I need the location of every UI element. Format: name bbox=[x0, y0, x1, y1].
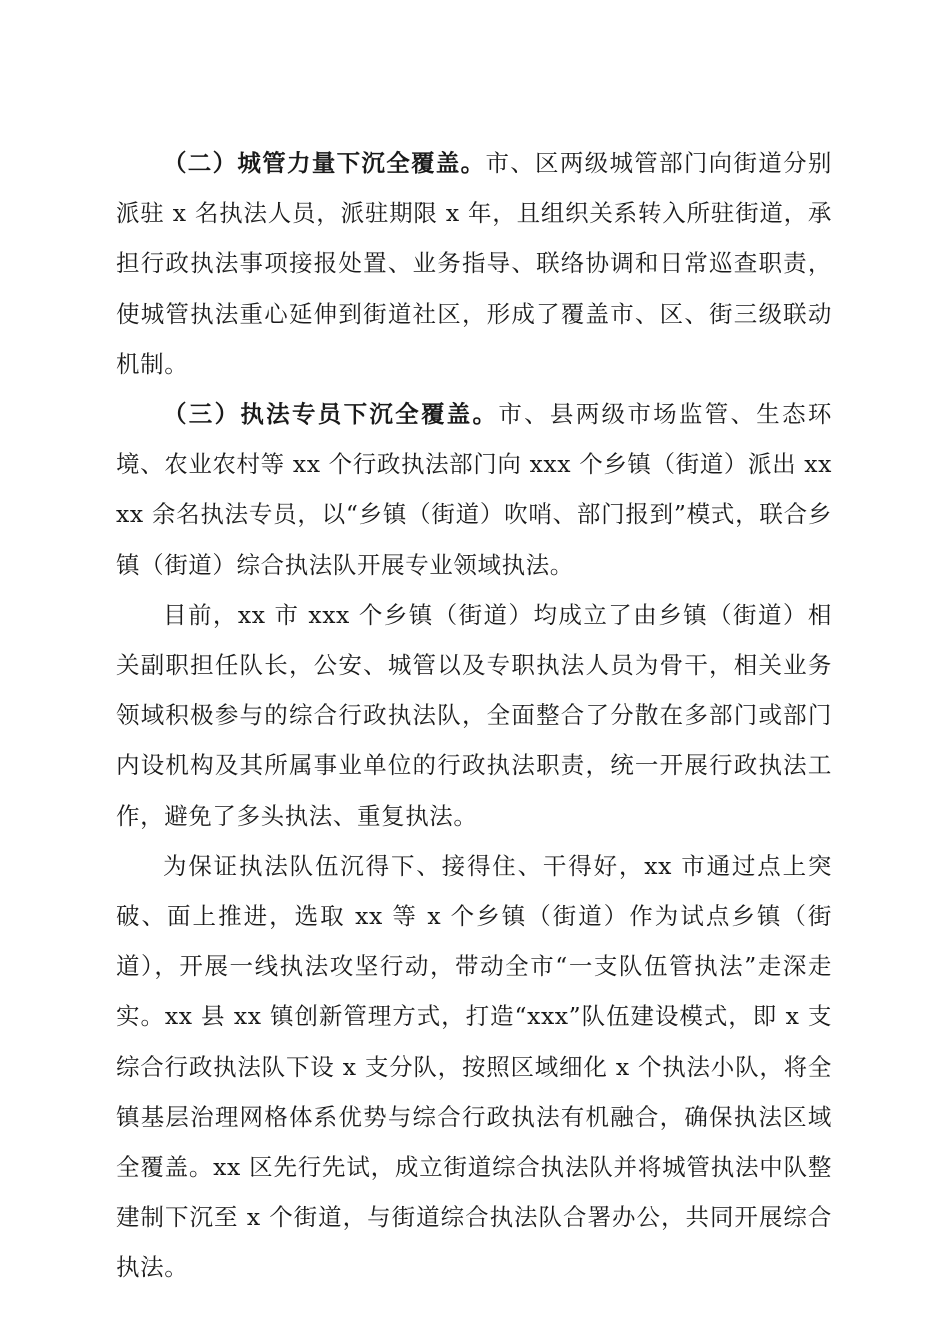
paragraph-body: 目前，xx 市 xxx 个乡镇（街道）均成立了由乡镇（街道）相关副职担任队长，公安、城管以及专职执法人员为骨干，相关业务领域积极参与的综合行政执法队，全面整合了分散在多部门或部门内设机构及其所属事业单位的行政执法职责，统一开展行政执法工作，避免了多头执法、重复执法。 bbox=[116, 600, 832, 830]
paragraph-body: 为保证执法队伍沉得下、接得住、干得好，xx 市通过点上突破、面上推进，选取 xx 等 x 个乡镇（街道）作为试点乡镇（街道），开展一线执法攻坚行动，带动全市“一支队伍管执法”走深走实。xx 县 xx 镇创新管理方式，打造“xxx”队伍建设模式，即 x 支综合行政执法队下设 x 支分队，按照区域细化 x 个执法小队，将全镇基层治理网格体系优势与综合行政执法有机融合，确保执法区域全覆盖。xx 区先行先试，成立街道综合执法队并将城管执法中队整建制下沉至 x 个街道，与街道综合执法队合署办公，共同开展综合执法。 bbox=[116, 851, 832, 1282]
paragraph-urban-management bbox=[116, 138, 832, 389]
paragraph-heading: （二）城管力量下沉全覆盖。 bbox=[163, 149, 486, 177]
paragraph-heading: （三）执法专员下沉全覆盖。 bbox=[163, 400, 499, 429]
document-page bbox=[116, 138, 832, 1293]
paragraph-enforcement-commissioners bbox=[116, 389, 832, 590]
paragraph-pilot-program bbox=[116, 841, 832, 1293]
paragraph-current-status bbox=[116, 590, 832, 841]
paragraph-body: 市、县两级市场监管、生态环境、农业农村等 xx 个行政执法部门向 xxx 个乡镇（街道）派出 xxxx 余名执法专员，以“乡镇（街道）吹哨、部门报到”模式，联合乡镇（街道）综合执法队开展专业领域执法。 bbox=[116, 400, 832, 579]
paragraph-body: 市、区两级城管部门向街道分别派驻 x 名执法人员，派驻期限 x 年，且组织关系转入所驻街道，承担行政执法事项接报处置、业务指导、联络协调和日常巡查职责，使城管执法重心延伸到街道社区，形成了覆盖市、区、街三级联动机制。 bbox=[116, 149, 832, 378]
